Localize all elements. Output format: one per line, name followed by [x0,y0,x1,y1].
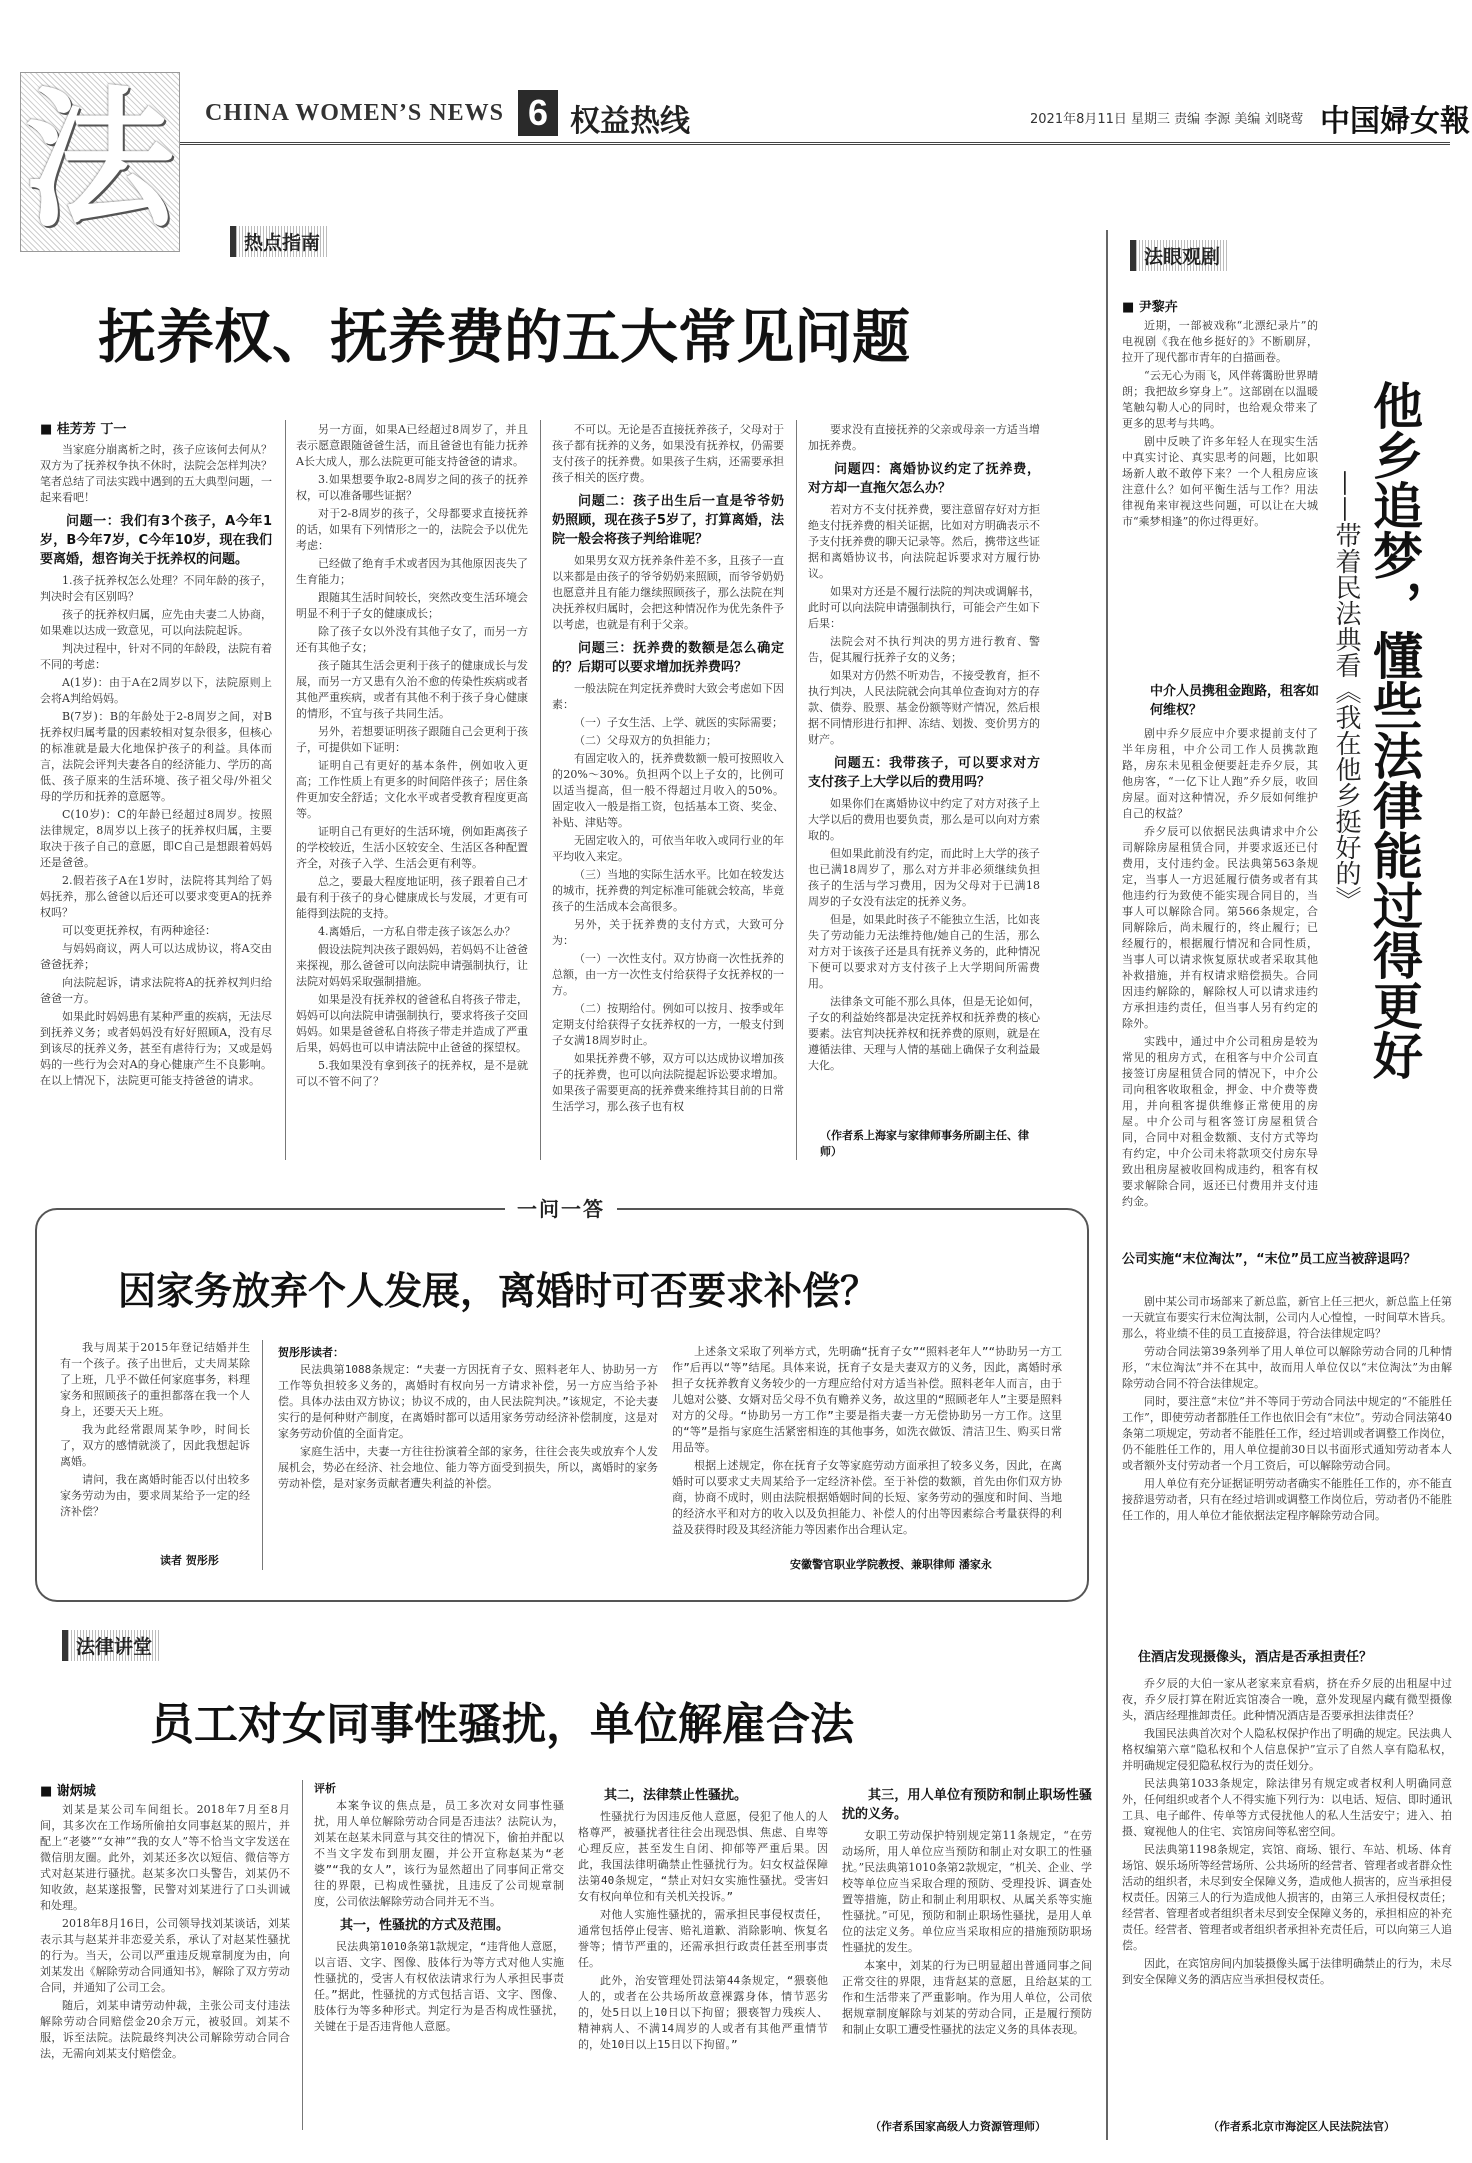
qa-question [60,1340,250,1540]
paragraph: 除了孩子女以外没有其他子女了，而另一方还有其他子女； [296,625,528,654]
paragraph: 如果男女双方抚养条件差不多，且孩子一直以来都是由孩子的爷爷奶奶来照顾，而爷爷奶奶也愿意并且有能力继续照顾孩子，那么法院在判决抚养权归属时，会把这种情况作为优先条件予以考虑，也就是有利于父亲。 [552,554,784,631]
subheading: 其二，法律禁止性骚扰。 [604,1788,748,1803]
paper-english-name: CHINA WOMEN’S NEWS [205,100,504,126]
paragraph: 近期，一部被戏称“北漂纪录片”的电视剧《我在他乡挺好的》不断刷屏，拉开了现代都市青年的白描画卷。 [1122,319,1318,364]
paragraph: 本案争议的焦点是，员工多次对女同事性骚扰，用人单位解除劳动合同是否违法？法院认为，刘某在赵某未同意与其交往的情况下，偷拍并配以不当文字发布到朋友圈，并公开宣称赵某为“老婆”“我的女人”，该行为显然超出了同事间正常交往的界限，已构成性骚扰，且违反了公司规章制度，公司依法解除劳动合同并无不当。 [314,1799,564,1908]
lecture-analysis-col2 [578,1780,828,2132]
column-divider [285,420,286,1160]
paragraph: 跟随其生活时间较长，突然改变生活环境会明显不利于子女的健康成长； [296,591,528,620]
question-heading: 问题一：我们有3个孩子，A今年1岁，B今年7岁，C今年10岁，现在我们要离婚，想咨询关于抚养权的问题。 [40,514,272,567]
sidebar-section-head: 住酒店发现摄像头，酒店是否承担责任？ [1138,1650,1373,1665]
paragraph: 我与周某于2015年登记结婚并生有一个孩子。孩子出世后，丈夫周某除了上班，几乎不做任何家庭事务，料理家务和照顾孩子的重担都落在我一个人身上，还要天天上班。 [60,1341,250,1418]
paragraph: 4.离婚后，一方私自带走孩子该怎么办？ [318,925,516,938]
qa-signature: 安徽警官职业学院教授、兼职律师 潘家永 [790,1558,992,1571]
paragraph: 民法典第1198条规定，宾馆、商场、银行、车站、机场、体育场馆、娱乐场所等经营场所、公共场所的经营者、管理者或者群众性活动的组织者，未尽到安全保障义务，造成他人损害的，应当承担侵权责任。因第三人的行为造成他人损害的，由第三人承担侵权责任；经营者、管理者或者组织者未尽到安全保障义务的，承担相应的补充责任。经营者、管理者或者组织者承担补充责任后，可以向第三人追偿。 [1122,1843,1452,1952]
lecture-byline: ■ 谢炳城 [40,1784,96,1799]
sidebar-section-head: 中介人员携租金跑路，租客如何维权？ [1150,684,1320,718]
column-divider [262,1340,263,1570]
paragraph: 劳动合同法第39条列举了用人单位可以解除劳动合同的几种情形，“末位淘汰”并不在其中，故而用人单位仅以“末位淘汰”为由解除劳动合同不符合法律规定。 [1122,1345,1452,1390]
qa-reader: 读者 贺彤彤 [160,1554,219,1567]
qa-answer-col1 [278,1362,658,1572]
sidebar-section-head: 公司实施“末位淘汰”，“末位”员工应当被辞退吗？ [1122,1252,1417,1267]
question-heading: 问题五：我带孩子，可以要求对方支付孩子上大学以后的费用吗？ [808,756,1040,790]
paragraph: 如果你们在离婚协议中约定了对方对孩子上大学以后的费用也要负责，那么是可以向对方索取的。 [808,797,1040,842]
qa-tag: 一问一答 [505,1193,617,1222]
paragraph: 另外，关于抚养费的支付方式，大致可分为： [552,918,784,947]
paragraph: 当家庭分崩离析之时，孩子应该何去何从？双方为了抚养权争执不休时，法院会怎样判决？笔者总结了司法实践中遇到的五大典型问题，一起来看吧！ [40,443,272,504]
sidebar-signature: （作者系北京市海淀区人民法院法官） [1208,2120,1395,2133]
paragraph: 民法典第1033条规定，除法律另有规定或者权利人明确同意外，任何组织或者个人不得实施下列行为：以电话、短信、即时通讯工具、电子邮件、传单等方式侵扰他人的私人生活安宁；进入、拍摄、窥视他人的住宅、宾馆房间等私密空间。 [1122,1777,1452,1838]
paragraph: 证明自己有更好的生活环境，例如距离孩子的学校较近，生活小区较安全、生活区各种配置齐全，对孩子入学、生活会更有利等。 [296,825,528,870]
paragraph: 民法典第1010条第1款规定，“违背他人意愿，以言语、文字、图像、肢体行为等方式对他人实施性骚扰的，受害人有权依法请求行为人承担民事责任。”据此，性骚扰的方式包括言语、文字、图像、肢体行为等多种形式。判定行为是否构成性骚扰，关键在于是否违背他人意愿。 [314,1940,564,2033]
paragraph: 假设法院判决孩子跟妈妈，若妈妈不让爸爸来探视，那么爸爸可以向法院申请强制执行，让法院对妈妈采取强制措施。 [296,943,528,988]
paragraph: 3.如果想要争取2-8周岁之间的孩子的抚养权，可以准备哪些证据？ [296,473,528,502]
paragraph: 2.假若孩子A在1岁时，法院将其判给了妈妈抚养，那么爸爸以后还可以要求变更A的抚养权吗？ [40,874,272,919]
paragraph: 不可以。无论是否直接抚养孩子，父母对于孩子都有抚养的义务，如果没有抚养权，仍需要支付孩子的抚养费。如果孩子生病，还需要承担孩子相关的医疗费。 [552,423,784,484]
hotspot-signature: （作者系上海家与家律师事务所副主任、律师） [820,1129,1029,1158]
paragraph: A(1岁)：由于A在2周岁以下，法院原则上会将A判给妈妈。 [40,676,272,705]
paragraph: 同时，要注意“末位”并不等同于劳动合同法中规定的“不能胜任工作”，即使劳动者都胜任工作也依旧会有“末位”。劳动合同法第40条第二项规定，劳动者不能胜任工作，经过培训或者调整工作岗位，仍不能胜任工作的，用人单位提前30日以书面形式通知劳动者本人或者额外支付劳动者一个月工资后，可以解除劳动合同。 [1122,1395,1452,1472]
paragraph: 要求没有直接抚养的父亲或母亲一方适当增加抚养费。 [808,423,1040,452]
paragraph: （二）父母双方的负担能力； [574,734,717,747]
question-heading: 问题三：抚养费的数额是怎么确定的？后期可以要求增加抚养费吗？ [552,641,784,675]
paragraph: 实践中，通过中介公司租房是较为常见的租房方式，在租客与中介公司直接签订房屋租赁合同的情况下，中介公司向租客收取租金，押金、中介费等费用，并向租客提供维修正常使用的房屋。中介公司与租客签订房屋租赁合同，合同中对租金数额、支付方式等均有约定，中介公司未将款项交付房东导致出租房屋被收回构成违约，租客有权要求解除合同，返还已付费用并支付违约金。 [1122,1035,1318,1208]
sidebar-subtitle: ——带着民法典看《我在他乡挺好的》 [1331,470,1361,912]
paragraph: 剧中某公司市场部来了新总监，新官上任三把火，新总监上任第一天就宣布要实行末位淘汰制，公司内人心惶惶，一时间草木皆兵。那么，将业绩不佳的员工直接辞退，符合法律规定吗？ [1122,1295,1452,1340]
paragraph: 5.我如果没有拿到孩子的抚养权，是不是就可以不管不问了？ [296,1059,528,1088]
sidebar-tag: 法眼观剧 [1130,240,1228,271]
paragraph: 女职工劳动保护特别规定第11条规定，“在劳动场所，用人单位应当预防和制止对女职工的性骚扰。”民法典第1010条第2款规定，“机关、企业、学校等单位应当采取合理的预防、受理投诉、调查处置等措施，防止和制止利用职权、从属关系等实施性骚扰。”可见，预防和制止职场性骚扰，是用人单位的法定义务。单位应当采取相应的措施预防职场性骚扰的发生。 [842,1829,1092,1954]
paragraph: 1.孩子抚养权怎么处理？不同年龄的孩子，判决时会有区别吗？ [40,574,272,603]
paragraph: 用人单位有充分证据证明劳动者确实不能胜任工作的，亦不能直接辞退劳动者，只有在经过培训或调整工作岗位后，劳动者仍不能胜任工作的，用人单位才能依据法定程序解除劳动合同。 [1122,1477,1452,1522]
column-divider [302,1780,303,2130]
paragraph: B(7岁)：B的年龄处于2-8周岁之间，对B抚养权归属考量的因素较相对复杂很多，但核心的标准就是最大化地保护孩子的利益。具体而言，法院会评判夫妻各自的经济能力、学历的高低、孩子原来的生活环境、孩子祖父母/外祖父母的学历和抚养的意愿等。 [40,710,272,803]
paper-logo: 中国婦女報 [1320,104,1470,139]
sidebar-section-1 [1122,726,1318,1208]
lecture-case [40,1802,290,2132]
paragraph: 如果对方仍然不听劝告，不接受教育，拒不执行判决，人民法院就会向其单位查询对方的存款、债券、股票、基金份额等财产情况，然后根据不同情形进行扣押、冻结、划拨、变价男方的财产。 [808,669,1040,746]
hotspot-column-1 [40,442,272,1162]
paragraph: 我为此经常跟周某争吵，时间长了，双方的感情就淡了，因此我想起诉离婚。 [60,1423,250,1468]
paragraph: 家庭生活中，夫妻一方往往扮演着全部的家务，往往会丧失或放弃个人发展机会，势必在经济、社会地位、能力等方面受到损失，所以，离婚时的家务劳动补偿，是对家务贡献者遭失利益的补偿。 [278,1445,658,1490]
subheading: 其三，用人单位有预防和制止职场性骚扰的义务。 [842,1788,1092,1822]
paragraph: 另外，若想要证明孩子跟随自己会更利于孩子，可提供如下证明： [296,725,528,754]
paragraph: （一）一次性支付。双方协商一次性抚养的总额，由一方一次性支付给获得子女抚养权的一方。 [552,952,784,997]
paragraph: （一）子女生活、上学、就医的实际需要； [574,716,783,729]
paragraph: 一般法院在判定抚养费时大致会考虑如下因素： [552,682,784,711]
paragraph: 可以变更抚养权，有两种途径： [62,924,216,937]
sidebar-title: 他乡追梦，懂些法律能过得更好 [1365,380,1423,1080]
paragraph: 但如果此前没有约定，而此时上大学的孩子也已满18周岁了，那么对方并非必须继续负担孩子的生活与学习费用，因为父母对于已满18周岁的子女没有法定的抚养义务。 [808,847,1040,908]
paragraph: 上述条文采取了列举方式，先明确“抚育子女”“照料老年人”“协助另一方工作”后再以“等”结尾。具体来说，抚育子女是夫妻双方的义务，因此，离婚时承担子女抚养教育义务较少的一方理应给付对方适当补偿。照料老年人而言，由于儿媳对公婆、女婿对岳父母不负有赡养义务，故这里的“照顾老年人”主要是照料对方的父母。“协助另一方工作”主要是指夫妻一方无偿协助另一方工作。这里的“等”是指与家庭生活紧密相连的其他事务，如洗衣做饭、清洁卫生、购买日常用品等。 [672,1345,1062,1454]
column-divider [796,420,797,1160]
paragraph: 民法典第1088条规定：“夫妻一方因抚育子女、照料老年人、协助另一方工作等负担较多义务的，离婚时有权向另一方请求补偿，另一方应当给予补偿。具体办法由双方协议；协议不成的，由人民法院判决。”该规定，不论夫妻实行的是何种财产制度，在离婚时都可以适用家务劳动经济补偿制度，这是对家务劳动价值的全面肯定。 [278,1363,658,1440]
paragraph: 若对方不支付抚养费，要注意留存好对方拒绝支付抚养费的相关证据，比如对方明确表示不予支付抚养费的聊天记录等。然后，携带这些证据和离婚协议书，向法院起诉要求对方履行协议。 [808,503,1040,580]
lecture-headline: 员工对女同事性骚扰，单位解雇合法 [150,1699,854,1750]
paragraph: 法院会对不执行判决的男方进行教育、警告，促其履行抚养子女的义务； [808,635,1040,664]
paragraph: 法律条文可能不那么具体，但是无论如何，子女的利益始终都是决定抚养权和抚养费的核心要素。法官判决抚养权和抚养费的原则，就是在遵循法律、天理与人情的基础上确保子女利益最大化。 [808,995,1040,1072]
paragraph: “云无心为雨飞，风伴蒋霭盼世界晴朗；我把故乡穿身上”。这部剧在以温暖笔触勾勒人心的同时，也给观众带来了更多的思考与共鸣。 [1122,369,1318,430]
paragraph: 因此，在宾馆房间内加装摄像头属于法律明确禁止的行为，未尽到安全保障义务的酒店应当承担侵权责任。 [1122,1957,1452,1986]
paragraph: 证明自己有更好的基本条件，例如收入更高；工作性质上有更多的时间陪伴孩子；居住条件更加安全舒适；文化水平或者受教育程度更高等。 [296,759,528,820]
paragraph: 孩子的抚养权归属，应先由夫妻二人协商，如果难以达成一致意见，可以向法院起诉。 [40,608,272,637]
lecture-signature: （作者系国家高级人力资源管理师） [870,2120,1046,2133]
paragraph: 判决过程中，针对不同的年龄段，法院有着不同的考虑： [40,642,272,671]
paragraph: 随后，刘某申请劳动仲裁，主张公司支付违法解除劳动合同赔偿金20余万元，被驳回。刘某不服，诉至法院。法院最终判决公司解除劳动合同合法，无需向刘某支付赔偿金。 [40,1999,290,2060]
paragraph: C(10岁)：C的年龄已经超过8周岁。按照法律规定，8周岁以上孩子的抚养权归属，主要取决于孩子自己的意愿，即C自己是想跟着妈妈还是爸爸。 [40,808,272,869]
hotspot-column-2 [296,422,528,1162]
hotspot-tag: 热点指南 [230,226,328,257]
lecture-tag: 法律讲堂 [62,1630,160,1661]
sidebar-byline: ■ 尹黎卉 [1122,300,1178,315]
lecture-analysis-col1 [314,1798,564,2132]
hotspot-column-3 [552,422,784,1162]
paragraph: 但是，如果此时孩子不能独立生活，比如丧失了劳动能力无法维持他/她自己的生活，那么对方对于该孩子还是具有抚养义务的，此种情况下便可以要求对方支付孩子上大学期间所需费用。 [808,913,1040,990]
lecture-analysis-col3 [842,1780,1092,2110]
paragraph: （三）当地的实际生活水平。比如在较发达的城市，抚养费的判定标准可能就会较高，毕竟孩子的生活成本会高很多。 [552,868,784,913]
paragraph: 孩子随其生活会更利于孩子的健康成长与发展，而另一方又患有久治不愈的传染性疾病或者其他严重疾病，或者有其他不利于孩子身心健康的情形，不宜与孩子共同生活。 [296,659,528,720]
paragraph: 如果抚养费不够，双方可以达成协议增加孩子的抚养费，也可以向法院提起诉讼要求增加。如果孩子需要更高的抚养费来维持其目前的日常生活学习，那么孩子也有权 [552,1052,784,1113]
question-heading: 问题二：孩子出生后一直是爷爷奶奶照顾，现在孩子5岁了，打算离婚，法院一般会将孩子判给谁呢？ [552,494,784,547]
paragraph: 剧中乔夕辰应中介要求提前支付了半年房租，中介公司工作人员携款跑路，房东未见租金便要赶走乔夕辰，其他房客，“一亿下让人跑”乔夕辰，收回房屋。面对这种情况，乔夕辰如何维护自己的权益？ [1122,727,1318,820]
paragraph: （二）按期给付。例如可以按月、按季或年定期支付给获得子女抚养权的一方，一般支付到子女满18周岁时止。 [552,1002,784,1047]
sidebar-intro [1122,318,1318,670]
column-divider [540,420,541,1160]
paragraph: 无固定收入的，可依当年收入或同行业的年平均收入来定。 [552,834,784,863]
paragraph: 剧中反映了许多年轻人在现实生活中真实讨论、真实思考的问题，比如职场新人敢不敢停下来？一个人租房应该注意什么？如何平衡生活与工作？用法律视角来审视这些问题，可以让在大城市“乘梦相逢”的你过得更好。 [1122,435,1318,528]
lecture-analysis-label: 评析 [314,1782,336,1795]
hotspot-headline: 抚养权、抚养费的五大常见问题 [98,303,911,371]
hotspot-column-4 [808,422,1040,1122]
date-line: 2021年8月11日 星期三 责编 李源 美编 刘晓莺 [1030,112,1304,127]
section-char: 法 [23,72,174,248]
paragraph: 对他人实施性骚扰的，需承担民事侵权责任，通常包括停止侵害、赔礼道歉、消除影响、恢复名誉等；情节严重的，还需承担行政责任甚至刑事责任。 [578,1908,828,1969]
section-title: 权益热线 [570,104,690,139]
paragraph: 有固定收入的，抚养费数额一般可按照收入的20%～30%。负担两个以上子女的，比例可以适当提高，但一般不得超过月收入的50%。固定收入一般是指工资，包括基本工资、奖金、补贴、津贴等。 [552,752,784,829]
paragraph: 性骚扰行为因违反他人意愿，侵犯了他人的人格尊严，被骚扰者往往会出现恐惧、焦虑、自卑等心理反应，甚至发生自闭、抑郁等严重后果。因此，我国法律明确禁止性骚扰行为。妇女权益保障法第40条规定，“禁止对妇女实施性骚扰。受害妇女有权向单位和有关机关投诉。” [578,1810,828,1903]
hotspot-byline: ■ 桂芳芳 丁一 [40,422,127,437]
qa-answer-label: 贺彤彤读者： [278,1346,344,1359]
page-number: 6 [518,90,558,136]
qa-headline: 因家务放弃个人发展，离婚时可否要求补偿？ [118,1269,879,1313]
sidebar-divider [1106,230,1108,2140]
paragraph: 如果是没有抚养权的爸爸私自将孩子带走，妈妈可以向法院申请强制执行，要求将孩子交回妈妈。如果是爸爸私自将孩子带走并造成了严重后果，妈妈也可以申请法院中止爸爸的探望权。 [296,993,528,1054]
paragraph: 请问，我在离婚时能否以付出较多家务劳动为由，要求周某给予一定的经济补偿？ [60,1473,250,1518]
paragraph: 本案中，刘某的行为已明显超出普通同事之间正常交往的界限，违背赵某的意愿，且给赵某的工作和生活带来了严重影响。作为用人单位，公司依据规章制度解除与刘某的劳动合同，正是履行预防和制止女职工遭受性骚扰的法定义务的具体表现。 [842,1959,1092,2036]
paragraph: 2018年8月16日，公司领导找刘某谈话，刘某表示其与赵某并非恋爱关系，承认了对赵某性骚扰的行为。当天，公司以严重违反规章制度为由，向刘某发出《解除劳动合同通知书》，解除了双方劳动合同，并通知了公司工会。 [40,1917,290,1994]
header-rule [180,142,1450,145]
question-heading: 问题四：离婚协议约定了抚养费，对方却一直拖欠怎么办？ [808,462,1040,496]
subheading: 其一，性骚扰的方式及范围。 [340,1918,510,1933]
paragraph: 已经做了绝育手术或者因为其他原因丧失了生育能力； [296,557,528,586]
paragraph: 我国民法典首次对个人隐私权保护作出了明确的规定。民法典人格权编第六章“隐私权和个人信息保护”宣示了自然人享有隐私权，并明确规定侵犯隐私权行为的责任划分。 [1122,1727,1452,1772]
paragraph: 乔夕辰的大伯一家从老家来京看病，挤在乔夕辰的出租屋中过夜，乔夕辰打算在附近宾馆凑合一晚，意外发现屋内藏有微型摄像头，酒店经理推卸责任。此种情况酒店是否要承担法律责任？ [1122,1677,1452,1722]
paragraph: 刘某是某公司车间组长。2018年7月至8月间，其多次在工作场所偷拍女同事赵某的照片，并配上“老婆”“女神”“我的女人”等不恰当文字发送在微信朋友圈。此外，刘某还多次以短信、微信等方式对赵某进行骚扰。赵某多次口头警告，刘某仍不知收敛，赵某遂报警，民警对刘某进行了口头训诫和处理。 [40,1803,290,1912]
paragraph: 另一方面，如果A已经超过8周岁了，并且表示愿意跟随爸爸生活，而且爸爸也有能力抚养A长大成人，那么法院更可能支持爸爸的请求。 [296,423,528,468]
paragraph: 总之，要最大程度地证明，孩子跟着自己才最有利于孩子的身心健康成长与发展，才更有可能得到法院的支持。 [296,875,528,920]
paragraph: 向法院起诉，请求法院将A的抚养权判归给爸爸一方。 [40,976,272,1005]
paragraph: 如果对方还是不履行法院的判决或调解书，此时可以向法院申请强制执行，可能会产生如下后果： [808,585,1040,630]
paragraph: 与妈妈商议，两人可以达成协议，将A交由爸爸抚养； [40,942,272,971]
paragraph: 乔夕辰可以依据民法典请求中介公司解除房屋租赁合同，并要求返还已付费用，支付违约金。民法典第563条规定，当事人一方迟延履行债务或者有其他违约行为致使不能实现合同目的，当事人可以解除合同。第566条规定，合同解除后，尚未履行的，终止履行；已经履行的，根据履行情况和合同性质，当事人可以请求恢复原状或者采取其他补救措施，并有权请求赔偿损失。合同因违约解除的，解除权人可以请求违约方承担违约责任，但当事人另有约定的除外。 [1122,825,1318,1030]
qa-answer-col2 [672,1344,1062,1544]
sidebar-section-3 [1122,1676,1452,2108]
paragraph: 对于2-8周岁的孩子，父母都要求直接抚养的话，如果有下列情形之一的，法院会予以优先考虑： [296,507,528,552]
paragraph: 如果此时妈妈患有某种严重的疾病，无法尽到抚养义务；或者妈妈没有好好照顾A，没有尽到该尽的抚养义务，甚至有虐待行为；又或是妈妈的一些行为会对A的身心健康产生不良影响。在以上情况下，法院更可能支持爸爸的请求。 [40,1010,272,1087]
sidebar-section-2 [1122,1294,1452,1626]
paragraph: 根据上述规定，你在抚育子女等家庭劳动方面承担了较多义务，因此，在离婚时可以要求丈夫周某给予一定经济补偿。至于补偿的数额，首先由你们双方协商，协商不成时，则由法院根据婚姻时间的长短、家务劳动的强度和时间、当地的经济水平和对方的收入以及负担能力、补偿人的付出等因素综合考量获得的利益及获得时段及其经济能力等因素作出合理认定。 [672,1459,1062,1536]
paragraph: 此外，治安管理处罚法第44条规定，“猥亵他人的，或者在公共场所故意裸露身体，情节恶劣的，处5日以上10日以下拘留；猥亵智力残疾人、精神病人、不满14周岁的人或者有其他严重情节的，处10日以上15日以下拘留。” [578,1974,828,2051]
